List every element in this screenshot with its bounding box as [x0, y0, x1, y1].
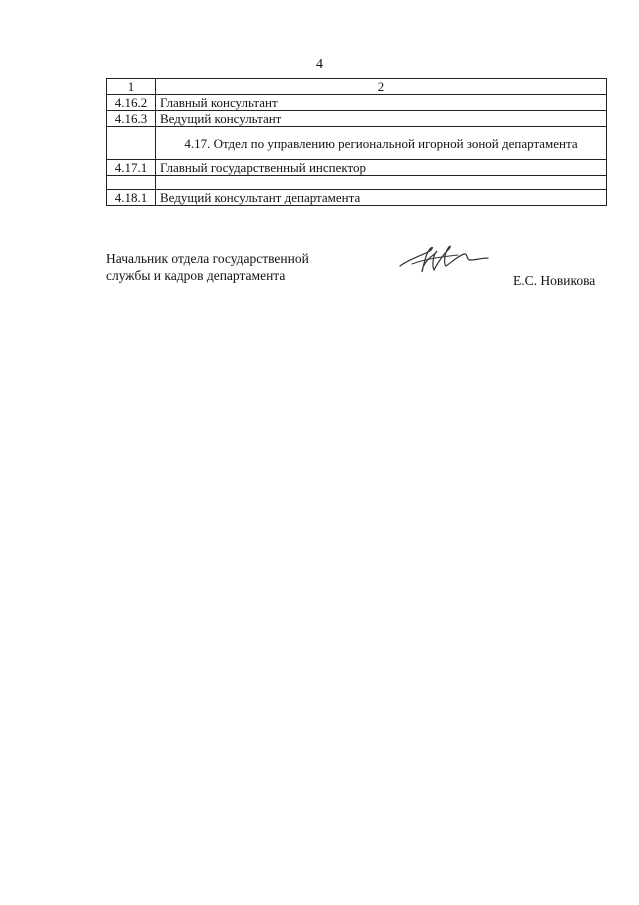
table-row	[107, 95, 607, 111]
row-title: Ведущий консультант департамента	[156, 190, 607, 206]
column-header-number: 1	[107, 79, 156, 95]
row-number: 4.18.1	[107, 190, 156, 206]
handwritten-signature-icon	[398, 238, 498, 278]
row-title	[156, 176, 607, 190]
table-section-row	[107, 127, 607, 160]
row-number	[107, 176, 156, 190]
positions-table	[106, 78, 607, 206]
table-row	[107, 190, 607, 206]
row-title: Ведущий консультант	[156, 111, 607, 127]
table-header-row	[107, 79, 607, 95]
page-number: 4	[316, 57, 323, 72]
table-row-empty	[107, 176, 607, 190]
row-number: 4.16.3	[107, 111, 156, 127]
signatory-name: Е.С. Новикова	[513, 273, 596, 288]
table-row	[107, 111, 607, 127]
section-title: 4.17. Отдел по управлению региональной игорной зоной департамента	[156, 127, 607, 160]
row-number: 4.16.2	[107, 95, 156, 111]
column-header-title: 2	[156, 79, 607, 95]
row-title: Главный государственный инспектор	[156, 160, 607, 176]
signatory-title-line1: Начальник отдела государственной	[106, 251, 309, 266]
signatory-title-line2: службы и кадров департамента	[106, 268, 286, 283]
row-title: Главный консультант	[156, 95, 607, 111]
row-number: 4.17.1	[107, 160, 156, 176]
signatory-title	[106, 250, 309, 284]
table-row	[107, 160, 607, 176]
row-number	[107, 127, 156, 160]
